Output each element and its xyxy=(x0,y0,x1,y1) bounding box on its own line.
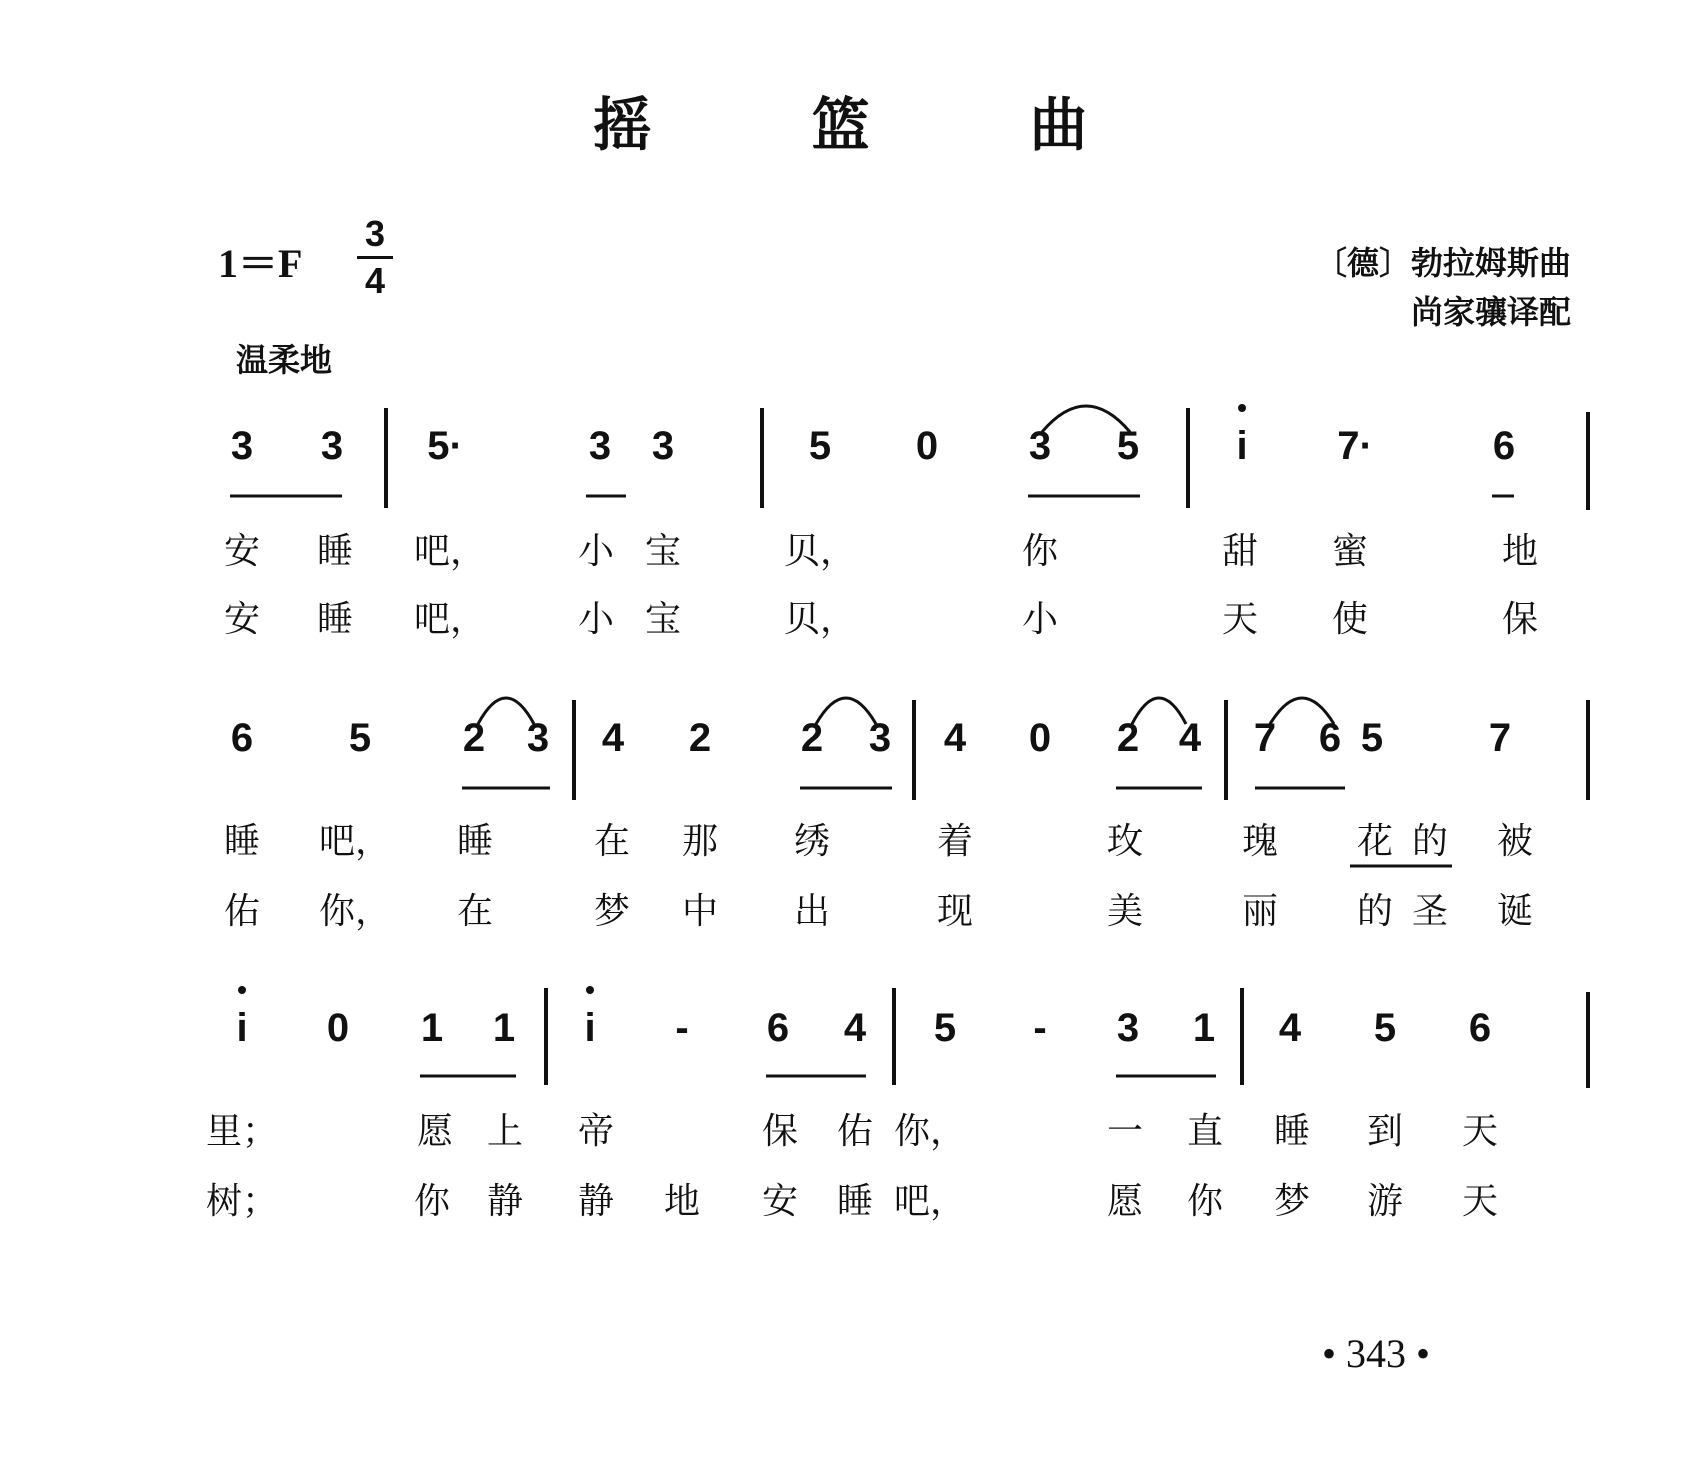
lyric-verse-2: 静 xyxy=(486,1181,524,1222)
note: 0 xyxy=(326,1006,350,1050)
note: - xyxy=(1033,1006,1047,1050)
lyric-verse-1: 在 xyxy=(593,821,631,862)
lyric-verse-2: 你 xyxy=(413,1181,451,1222)
lyric-verse-1: 愿 xyxy=(416,1111,454,1152)
note: 1 xyxy=(492,1006,516,1050)
lyric-verse-1: 瑰 xyxy=(1241,821,1279,862)
lyric-verse-1: 着 xyxy=(936,821,974,862)
note: 0 xyxy=(1028,716,1052,760)
note: - xyxy=(675,1006,689,1050)
lyric-verse-1: 直 xyxy=(1186,1111,1224,1152)
lyric-verse-2: 小 xyxy=(577,599,615,640)
note: 3 xyxy=(526,716,550,760)
note: 7 xyxy=(1253,716,1277,760)
slur xyxy=(1132,698,1186,724)
lyric-verse-2: 保 xyxy=(1501,599,1539,640)
note: 3 xyxy=(651,424,675,468)
lyric-verse-1: 地 xyxy=(1501,531,1539,572)
lyric-verse-1: 贝， xyxy=(783,531,857,572)
time-signature-top: 3 xyxy=(364,213,386,254)
lyric-verse-1: 那 xyxy=(681,821,719,862)
note: 3 xyxy=(1116,1006,1140,1050)
lyric-verse-1: 玫 xyxy=(1106,821,1144,862)
lyric-verse-1: 到 xyxy=(1366,1111,1404,1152)
note: 1 xyxy=(420,1006,444,1050)
lyric-verse-1: 吧， xyxy=(318,821,392,862)
note: 5 xyxy=(348,716,372,760)
lyric-verse-2: 小 xyxy=(1021,599,1059,640)
note: 2 xyxy=(688,716,712,760)
note: 3 xyxy=(868,716,892,760)
lyric-verse-1: 保 xyxy=(761,1111,799,1152)
note: 4 xyxy=(1278,1006,1302,1050)
lyric-verse-1: 的 xyxy=(1411,821,1449,862)
lyric-verse-1: 你 xyxy=(1021,531,1059,572)
lyric-verse-2: 梦 xyxy=(593,891,631,932)
lyric-verse-1: 甜 xyxy=(1221,531,1259,572)
lyric-verse-2: 宝 xyxy=(644,599,682,640)
note: 6 xyxy=(766,1006,790,1050)
note: 4 xyxy=(1178,716,1202,760)
note: 3 xyxy=(588,424,612,468)
lyric-verse-2: 睡 xyxy=(316,599,354,640)
lyric-verse-1: 佑 xyxy=(836,1111,874,1152)
time-signature-bottom: 4 xyxy=(364,260,386,301)
lyric-verse-2: 梦 xyxy=(1273,1181,1311,1222)
lyric-verse-1: 睡 xyxy=(456,821,494,862)
lyric-verse-1: 花 xyxy=(1356,821,1394,862)
lyric-verse-2: 游 xyxy=(1366,1181,1404,1222)
arranger-credit: 尚家骧译配 xyxy=(1410,293,1571,331)
composer-credit: 〔德〕勃拉姆斯曲 xyxy=(1314,244,1571,282)
lyric-verse-1: 被 xyxy=(1496,821,1534,862)
lyric-verse-2: 吧， xyxy=(893,1181,967,1222)
note: 5· xyxy=(427,424,463,468)
note: 5 xyxy=(808,424,832,468)
lyric-verse-1: 睡 xyxy=(223,821,261,862)
note: 5 xyxy=(933,1006,957,1050)
note: 5 xyxy=(1360,716,1384,760)
lyric-verse-1: 一 xyxy=(1106,1111,1144,1152)
lyric-verse-2: 你， xyxy=(318,891,392,932)
note: i xyxy=(236,1006,248,1050)
high-octave-dot xyxy=(1238,404,1246,412)
lyric-verse-2: 现 xyxy=(936,891,974,932)
page-number: • 343 • xyxy=(1322,1331,1431,1376)
lyric-verse-2: 天 xyxy=(1221,599,1259,640)
lyric-verse-1: 你， xyxy=(893,1111,967,1152)
note: 3 xyxy=(320,424,344,468)
slur xyxy=(478,698,534,724)
lyric-verse-2: 诞 xyxy=(1496,891,1534,932)
note: 4 xyxy=(601,716,625,760)
slur xyxy=(1042,406,1130,432)
lyric-verse-2: 的 xyxy=(1356,891,1394,932)
high-octave-dot xyxy=(238,986,246,994)
note: 4 xyxy=(943,716,967,760)
slur xyxy=(1270,698,1334,724)
lyric-verse-2: 静 xyxy=(577,1181,615,1222)
song-title: 摇 篮 曲 xyxy=(593,91,1158,159)
lyric-verse-1: 天 xyxy=(1461,1111,1499,1152)
note: 2 xyxy=(800,716,824,760)
lyric-verse-2: 贝， xyxy=(783,599,857,640)
lyric-verse-2: 中 xyxy=(681,891,719,932)
lyric-verse-2: 地 xyxy=(663,1181,701,1222)
lyric-verse-1: 上 xyxy=(486,1111,524,1152)
note: 4 xyxy=(843,1006,867,1050)
slur xyxy=(816,698,876,724)
note: 7· xyxy=(1337,424,1373,468)
lyric-verse-1: 里； xyxy=(205,1111,279,1152)
note: 6 xyxy=(1468,1006,1492,1050)
lyric-verse-1: 小 xyxy=(577,531,615,572)
lyric-verse-1: 蜜 xyxy=(1331,531,1369,572)
note: 7 xyxy=(1488,716,1512,760)
lyric-verse-2: 天 xyxy=(1461,1181,1499,1222)
note: i xyxy=(1236,424,1248,468)
lyric-verse-2: 佑 xyxy=(223,891,261,932)
lyric-verse-2: 安 xyxy=(223,599,261,640)
lyric-verse-1: 睡 xyxy=(316,531,354,572)
note: 2 xyxy=(1116,716,1140,760)
note: 3 xyxy=(1028,424,1052,468)
lyric-verse-2: 愿 xyxy=(1106,1181,1144,1222)
note: 5 xyxy=(1373,1006,1397,1050)
note: i xyxy=(584,1006,596,1050)
lyric-verse-2: 美 xyxy=(1106,891,1144,932)
note: 0 xyxy=(915,424,939,468)
high-octave-dot xyxy=(586,986,594,994)
lyric-verse-2: 圣 xyxy=(1411,891,1449,932)
tempo-marking: 温柔地 xyxy=(236,341,333,379)
lyric-verse-2: 树； xyxy=(205,1181,279,1222)
lyric-verse-2: 吧， xyxy=(413,599,487,640)
note: 3 xyxy=(230,424,254,468)
note: 5 xyxy=(1116,424,1140,468)
lyric-verse-2: 出 xyxy=(793,891,831,932)
note: 6 xyxy=(1492,424,1516,468)
lyric-verse-1: 安 xyxy=(223,531,261,572)
lyric-verse-2: 你 xyxy=(1186,1181,1224,1222)
lyric-verse-2: 使 xyxy=(1331,599,1369,640)
lyric-verse-2: 丽 xyxy=(1241,891,1279,932)
lyric-verse-1: 帝 xyxy=(577,1111,615,1152)
key-signature: 1＝F xyxy=(218,241,303,286)
note: 6 xyxy=(230,716,254,760)
note: 2 xyxy=(462,716,486,760)
lyric-verse-1: 绣 xyxy=(793,821,831,862)
lyric-verse-1: 睡 xyxy=(1273,1111,1311,1152)
lyric-verse-1: 吧， xyxy=(413,531,487,572)
lyric-verse-2: 在 xyxy=(456,891,494,932)
note: 6 xyxy=(1318,716,1342,760)
note: 1 xyxy=(1192,1006,1216,1050)
lyric-verse-2: 睡 xyxy=(836,1181,874,1222)
lyric-verse-2: 安 xyxy=(761,1181,799,1222)
lyric-verse-1: 宝 xyxy=(644,531,682,572)
